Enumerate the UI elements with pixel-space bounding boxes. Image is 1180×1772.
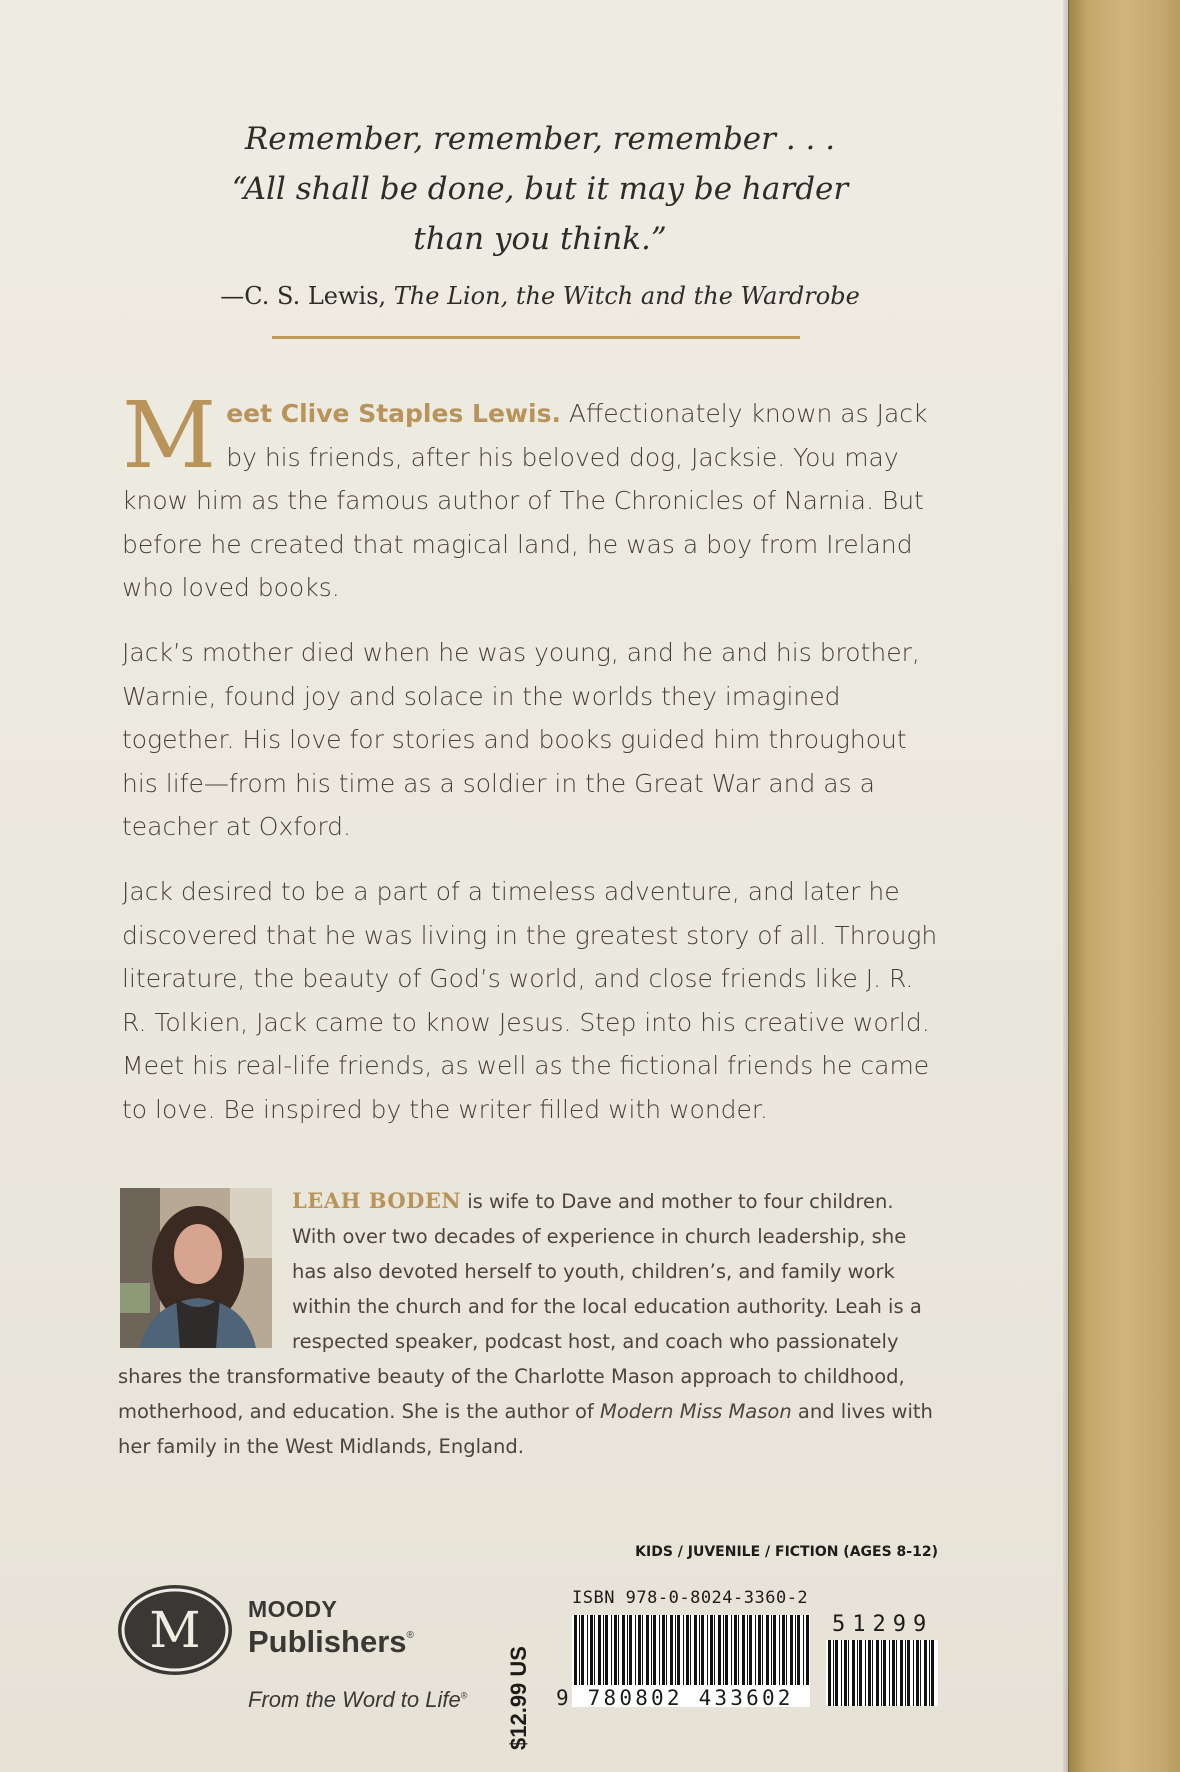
logo-mark (118, 1585, 232, 1675)
barcode-bar (677, 1615, 680, 1685)
epigraph-quote (150, 114, 930, 264)
barcode-bar (762, 1615, 763, 1685)
publisher-name-line-1: MOODY (248, 1596, 338, 1622)
barcode-bar (920, 1640, 921, 1706)
barcode-bar (833, 1640, 834, 1706)
barcode-bar (629, 1615, 632, 1685)
barcode-bar (907, 1640, 910, 1706)
price-label: $12.99 US (506, 1646, 531, 1750)
category-label: KIDS / JUVENILE / FICTION (AGES 8-12) (635, 1544, 938, 1560)
description-paragraph-2: Jack’s mother died when he was young, and he and his brother, Warnie, found joy and solace in the worlds they imagined together. His love for stories and books guided him throughout his life—from his time as a soldier in the Great War and as a teacher at Oxford. (122, 638, 920, 841)
barcode-bar (627, 1615, 628, 1685)
lead-in: eet Clive Staples Lewis. (226, 399, 561, 428)
barcode-bar (900, 1640, 903, 1706)
barcode-bar (883, 1640, 886, 1706)
tagline-text: From the Word to Life (248, 1687, 461, 1712)
barcode-bar (574, 1615, 577, 1685)
barcode-bar (642, 1615, 643, 1685)
gold-divider (272, 336, 800, 339)
barcode-bar (605, 1615, 608, 1685)
barcode-bar (896, 1640, 897, 1706)
barcode-bar (865, 1640, 866, 1706)
barcode-bar (611, 1615, 612, 1685)
barcode-bar (694, 1615, 697, 1685)
barcode-bar (662, 1615, 665, 1685)
barcode-bar (782, 1615, 785, 1685)
barcode-bar (587, 1615, 588, 1685)
barcode-bar (598, 1615, 601, 1685)
paragraph-1-text: Affectionately known as Jack by his friends, after his beloved dog, Jacksie. You may know him as the famous author of The Chronicles of Narnia. But before he created that magical land, he was a boy from Ireland who loved books. (122, 399, 928, 602)
publisher-name-line-2 (248, 1624, 414, 1660)
price-barcode (826, 1640, 938, 1706)
drop-cap: M (122, 382, 217, 489)
barcode-bar (742, 1615, 745, 1685)
barcode-bar (803, 1615, 804, 1685)
barcode-bar (773, 1615, 776, 1685)
barcode-bar (747, 1615, 748, 1685)
barcode-bar (594, 1615, 595, 1685)
description-paragraph-3: Jack desired to be a part of a timeless adventure, and later he discovered that he was living in the greatest story of all. Through literature, the beauty of God’s world, and close friends like J. R. R. Tolkien, Jack came to know Jesus. Step into his creative world. Meet his real-life friends, as well as the fictional friends he came to love. Be inspired by the writer filled with wonder. (122, 877, 938, 1124)
barcode-bar (786, 1615, 787, 1685)
barcode-bar (828, 1640, 831, 1706)
barcode-bar (844, 1640, 847, 1706)
author-name: LEAH BODEN (292, 1188, 462, 1213)
barcode-bar (618, 1615, 619, 1685)
photo-spacer (118, 1183, 292, 1353)
isbn-text: ISBN 978-0-8024-3360-2 (572, 1588, 809, 1608)
attribution-author: —C. S. Lewis, (220, 282, 394, 310)
attribution-work: The Lion, the Witch and the Wardrobe (393, 282, 860, 310)
barcode-bar (590, 1615, 593, 1685)
description-paragraph-1 (122, 382, 942, 610)
barcode-bar (806, 1615, 809, 1685)
publisher-name: Publishers (248, 1624, 407, 1659)
barcode-bar (725, 1615, 728, 1685)
barcode-bar (701, 1615, 704, 1685)
barcode-bar (876, 1640, 879, 1706)
barcode-bar (868, 1640, 871, 1706)
barcode-bar (755, 1615, 756, 1685)
quote-line-3: than you think.” (413, 221, 667, 257)
barcode-bar (929, 1640, 930, 1706)
barcode-digits: 9 780802 433602 (556, 1686, 794, 1710)
barcode-bar (635, 1615, 636, 1685)
quote-line-2: “All shall be done, but it may be harder (231, 171, 849, 207)
logo-letter: M (149, 1601, 201, 1659)
barcode-bar (581, 1615, 584, 1685)
tagline-mark: ® (460, 1690, 468, 1701)
bio-text-1: is wife to Dave and mother to four children. With over two decades of experience in church leadership, she has also devoted herself to youth, children’s, and family work within the church and for the local education authority. Leah is a respected speaker, podcast host, and coach who passionately shares the transformative beauty of the Charlotte Mason approach to childhood, motherhood, and education. She is the author of (118, 1190, 922, 1423)
bio-book-title: Modern Miss Mason (600, 1400, 792, 1423)
barcode-bar (779, 1615, 780, 1685)
barcode-bar (710, 1615, 713, 1685)
spine-shadow (1063, 0, 1069, 1772)
book-spine-edge (1068, 0, 1180, 1772)
barcode-bar (683, 1615, 684, 1685)
barcode-bar (766, 1615, 769, 1685)
barcode-bar (852, 1640, 855, 1706)
author-bio (118, 1183, 938, 1464)
barcode-bar (790, 1615, 793, 1685)
barcode-bar (675, 1615, 676, 1685)
barcode-bar (603, 1615, 604, 1685)
barcode-bar (797, 1615, 800, 1685)
barcode-bar (731, 1615, 732, 1685)
barcode-bar (670, 1615, 673, 1685)
barcode-bar (835, 1640, 838, 1706)
barcode-bar (749, 1615, 752, 1685)
barcode-bar (881, 1640, 882, 1706)
barcode-bar (707, 1615, 708, 1685)
barcode-bar (614, 1615, 617, 1685)
price-barcode-bars (826, 1640, 938, 1706)
barcode-bar (795, 1615, 796, 1685)
barcode-bar (723, 1615, 724, 1685)
barcode-bar (638, 1615, 641, 1685)
barcode-bar (859, 1640, 862, 1706)
barcode-bar (848, 1640, 849, 1706)
barcode-bar (931, 1640, 934, 1706)
barcode-bar (699, 1615, 700, 1685)
barcode-bar (653, 1615, 656, 1685)
barcode-bar (872, 1640, 873, 1706)
price-code-digits: 51299 (832, 1612, 934, 1637)
barcode-bar (666, 1615, 667, 1685)
barcode-bar (758, 1615, 761, 1685)
barcode-bar (905, 1640, 906, 1706)
barcode-bar (913, 1640, 914, 1706)
barcode-bar (714, 1615, 715, 1685)
barcode-bar (857, 1640, 858, 1706)
barcode-bar (579, 1615, 580, 1685)
barcode-bar (690, 1615, 691, 1685)
barcode-bar (771, 1615, 772, 1685)
quote-attribution (150, 282, 930, 310)
barcode-bar (686, 1615, 689, 1685)
registered-mark: ® (406, 1630, 414, 1641)
barcode-bar (889, 1640, 890, 1706)
barcode-bar (651, 1615, 652, 1685)
barcode-bar (924, 1640, 927, 1706)
barcode-bar (646, 1615, 649, 1685)
barcode-bar (892, 1640, 895, 1706)
barcode-bar (841, 1640, 842, 1706)
publisher-tagline (248, 1687, 467, 1713)
barcode-bar (734, 1615, 737, 1685)
barcode-bar (718, 1615, 721, 1685)
barcode-bar (738, 1615, 739, 1685)
barcode-bar (916, 1640, 919, 1706)
moody-logo-icon (118, 1585, 232, 1675)
barcode-bar (622, 1615, 625, 1685)
barcode-bar (659, 1615, 660, 1685)
bio-text-2: and lives with her family in the West Midlands, England. (118, 1400, 933, 1458)
quote-line-1: Remember, remember, remember . . . (244, 121, 836, 157)
